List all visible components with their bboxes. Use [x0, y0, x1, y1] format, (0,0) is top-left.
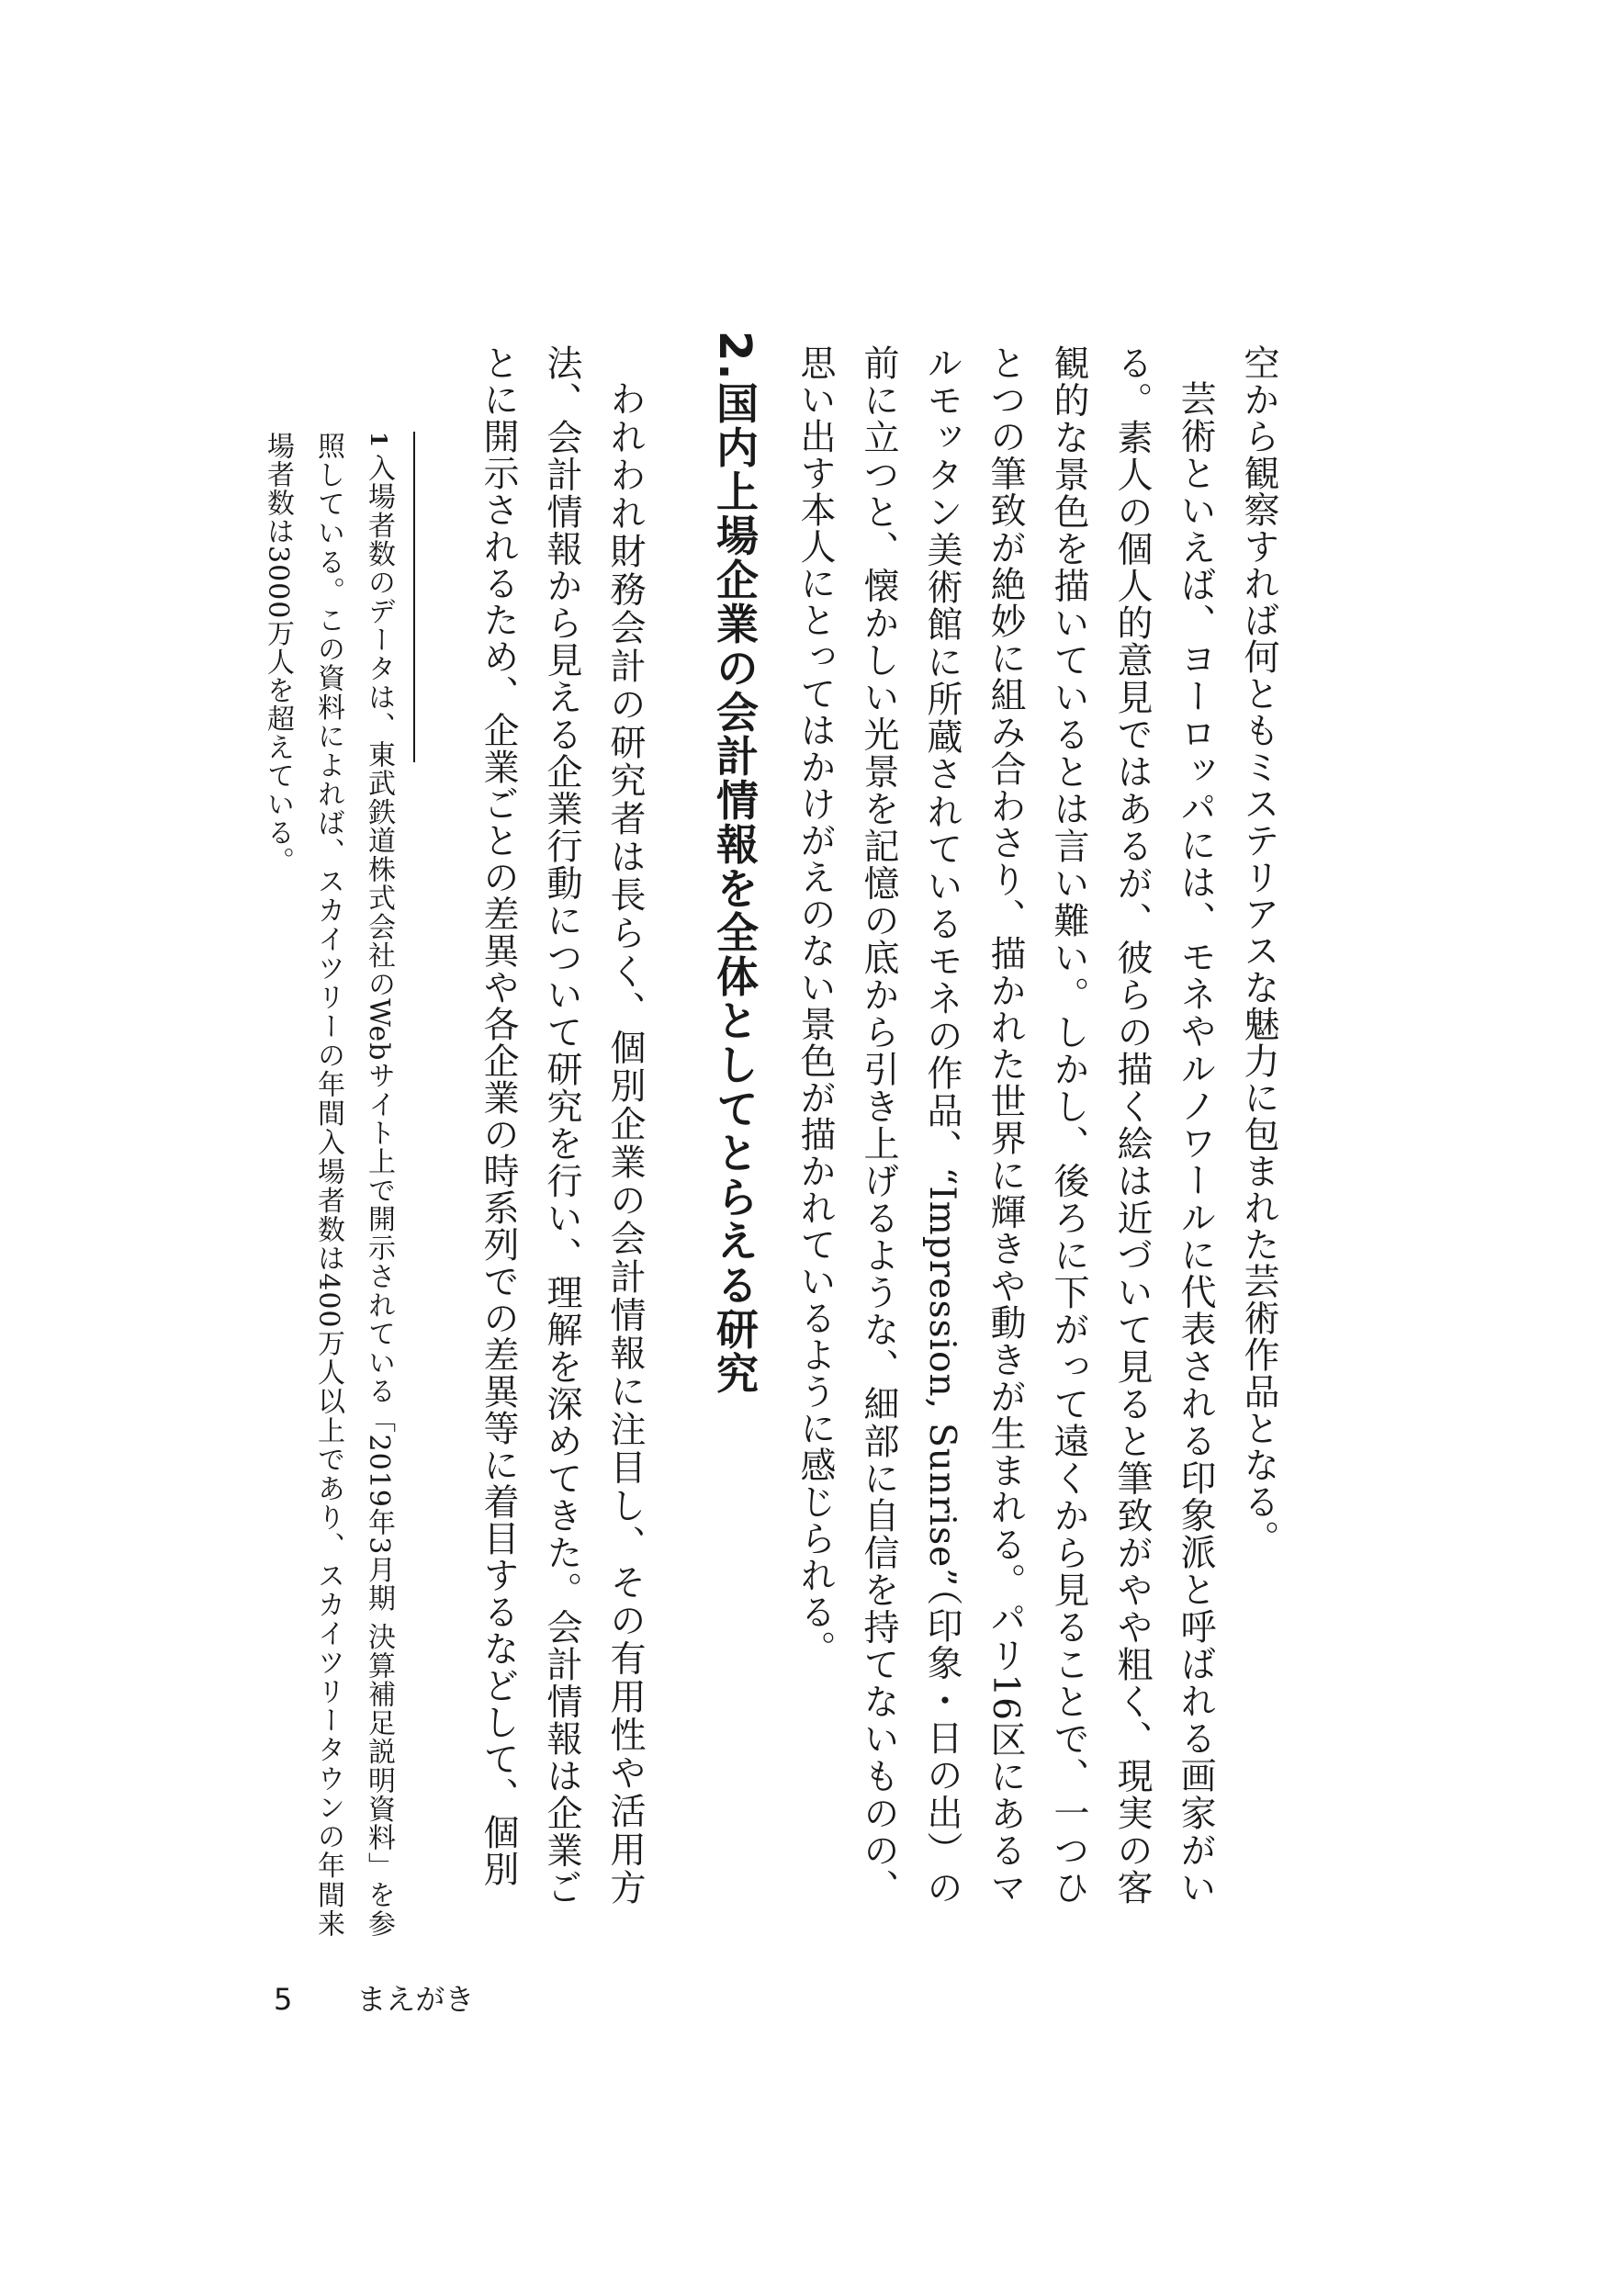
section-heading: [707, 331, 762, 1892]
page-footer: [274, 1976, 474, 2019]
footnote-number: 1: [366, 432, 392, 448]
section-paragraph-1: われわれ財務会計の研究者は長らく、個別企業の会計情報に注目し、その有用性や活用方法、会計情報から見える企業行動について研究を行い、理解を深めてきた。会計情報は企業ごとに開示されるため、企業ごとの差異や各企業の時系列での差異等に着目するなどして、個別: [478, 344, 646, 1906]
section-number: 2.: [709, 331, 760, 382]
running-header-chapter: まえがき: [356, 1982, 475, 2017]
page-number: 5: [274, 1982, 293, 2017]
section-body-block: [445, 344, 657, 1906]
footnote-divider: [413, 432, 415, 762]
footnote: [262, 432, 404, 1938]
section-title: 国内上場企業の会計情報を全体としてとらえる研究: [710, 381, 760, 1396]
main-paragraph-2: 芸術といえば、ヨーロッパには、モネやルノワールに代表される印象派と呼ばれる画家がいる。素人の個人的意見ではあるが、彼らの描く絵は近づいて見ると筆致がやや粗く、現実の客観的な景色を描いているとは言い難い。しかし、後ろに下がって遠くから見ることで、一つひとつの筆致が絶妙に組み合わさり、描かれた世界に輝きや動きが生まれる。パリ16区にあるマルモッタン美術館に所蔵されているモネの作品、“Impression, Sunrise”（印象・日の出）の前に立つと、懐かしい光景を記憶の底から引き上げるような、細部に自信を持てないものの、思い出す本人にとってはかけがえのない景色が描かれているように感じられる。: [794, 344, 1216, 1907]
footnote-text: 入場者数のデータは、東武鉄道株式会社のWebサイト上で開示されている「2019年3月期 決算補足説明資料」を参照している。この資料によれば、スカイツリーの年間入場者数は400万人以上であり、スカイツリータウンの年間来場者数は3000万人を超えている。: [262, 432, 395, 1938]
main-text-block: [698, 344, 1290, 1906]
main-paragraph-1: 空から観察すれば何ともミステリアスな魅力に包まれた芸術作品となる。: [1238, 344, 1279, 1557]
